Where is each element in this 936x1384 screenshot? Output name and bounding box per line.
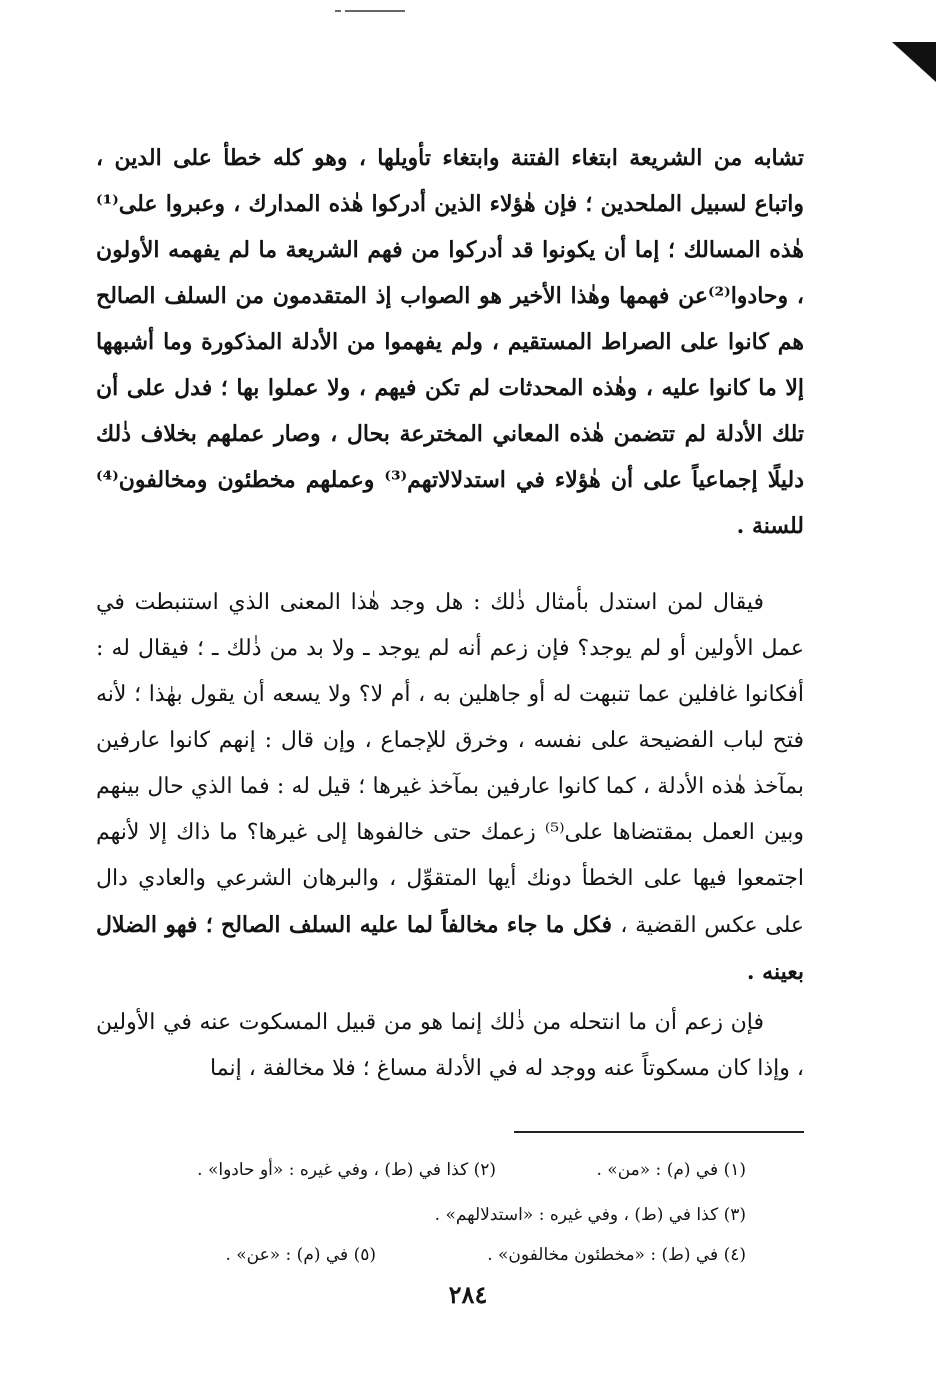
footnote-2: (٢) كذا في (ط) ، وفي غيره : «أو حادوا» . [197,1160,496,1180]
paragraph-2 [96,580,804,996]
top-scan-mark [345,10,405,12]
footnote-5: (٥) في (م) : «عن» . [225,1245,376,1265]
footnote-1: (١) في (م) : «من» . [596,1160,746,1180]
paragraph-2-bold-text: فكل ما جاء مخالفاً لما عليه السلف الصالح ؛ فهو الضلال بعينه . [96,912,804,985]
footnote-3: (٣) كذا في (ط) ، وفي غيره : «استدلالهم» . [434,1205,746,1225]
footnote-separator [514,1131,804,1133]
footnote-4: (٤) في (ط) : «مخطئون مخالفون» . [487,1245,746,1265]
corner-triangle-marker [892,42,936,82]
page-number: ٢٨٤ [448,1280,488,1309]
paragraph-3: فإن زعم أن ما انتحله من ذٰلك إنما هو من قبيل المسكوت عنه في الأولين ، وإذا كان مسكوتاً عنه ووجد له في الأدلة مساغ ؛ فلا مخالفة ، إنما [96,1010,804,1081]
paragraph-2-regular-text: فيقال لمن استدل بأمثال ذٰلك : هل وجد هٰذا المعنى الذي استنبطت في عمل الأولين أو لم يوجد؟ فإن زعم أنه لم يوجد ـ ولا بد من ذٰلك ـ ؛ فيقال له : أفكانوا غافلين عما تنبهت له أو جاهلين به ، أم لا؟ ولا يسعه أن يقول بهٰذا ؛ لأنه فتح لباب الفضيحة على نفسه ، وخرق للإجماع ، وإن قال : إنهم كانوا عارفين بمآخذ هٰذه الأدلة ، كما كانوا عارفين بمآخذ غيرها ؛ قيل له : فما الذي حال بينهم وبين العمل بمقتضاها على⁽⁵⁾ زعمك حتى خالفوها إلى غيرها؟ ما ذاك إلا لأنهم اجتمعوا فيها على الخطأ دونك أيها المتقوِّل ، والبرهان الشرعي والعادي دال على عكس القضية ، [96,590,804,938]
paragraph-1: تشابه من الشريعة ابتغاء الفتنة وابتغاء تأويلها ، وهو كله خطأ على الدين ، واتباع لسبيل الملحدين ؛ فإن هٰؤلاء الذين أدركوا هٰذه المدارك ، وعبروا على⁽¹⁾ هٰذه المسالك ؛ إما أن يكونوا قد أدركوا من فهم الشريعة ما لم يفهمه الأولون ، وحادوا⁽²⁾عن فهمها وهٰذا الأخير هو الصواب إذ المتقدمون من السلف الصالح هم كانوا على الصراط المستقيم ، ولم يفهموا من الأدلة المذكورة وما أشبهها إلا ما كانوا عليه ، وهٰذه المحدثات لم تكن فيهم ، ولا عملوا بها ؛ فدل على أن تلك الأدلة لم تتضمن هٰذه المعاني المخترعة بحال ، وصار عملهم بخلاف ذٰلك دليلًا إجماعياً على أن هٰؤلاء في استدلالاتهم⁽³⁾ وعملهم مخطئون ومخالفون⁽⁴⁾ للسنة . [96,145,804,539]
